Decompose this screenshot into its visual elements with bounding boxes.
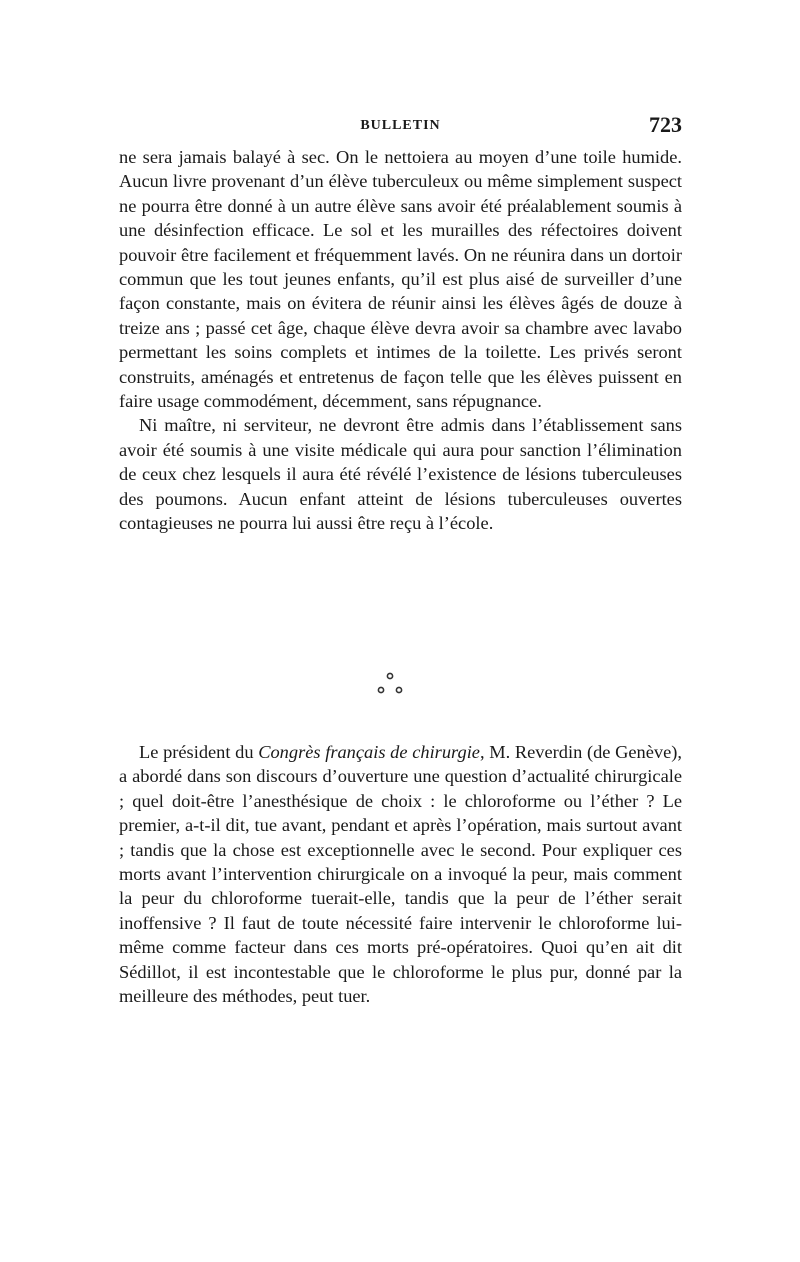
paragraph <box>119 740 682 1008</box>
paragraph-intro: Le président du <box>139 742 259 762</box>
congress-name: Congrès français de chirurgie <box>258 742 480 762</box>
body-text-section-1 <box>119 145 682 536</box>
body-text-section-2 <box>119 740 682 1008</box>
paragraph-continued: ne sera jamais balayé à sec. On le nettoiera au moyen d’une toile humide. Aucun livre provenant d’un élève tuberculeux ou même simplement suspect ne pourra être donné à un autre élève sans avoir été préalablement soumis à une désinfection efficace. Le sol et les murailles des réfectoires doivent pouvoir être facilement et fréquemment lavés. On ne réunira dans un dortoir commun que les tout jeunes enfants, qu’il est plus aisé de surveiller d’une façon constante, mais on évitera de réunir ainsi les élèves âgés de douze à treize ans ; passé cet âge, chaque élève devra avoir sa chambre avec lavabo permettant les soins complets et intimes de la toilette. Les privés seront construits, aménagés et entretenus de façon telle que les élèves puissent en faire usage commodément, décemment, sans répugnance. <box>119 147 682 412</box>
running-head <box>119 112 682 142</box>
page-number: 723 <box>649 112 682 137</box>
paragraph-body: , M. Reverdin (de Genève), a abordé dans son discours d’ouverture une question d’actualité chirurgicale ; quel doit-être l’anesthésique de choix : le chloroforme ou l’éther ? Le premier, a-t-il dit, tue avant, pendant et après l’opération, mais surtout avant ; tandis que la chose est exceptionnelle avec le second. Pour expliquer ces morts avant l’intervention chirurgicale on a invoqué la peur, mais comment la peur du chloroforme tuerait-elle, tandis que la peur de l’éther serait inoffensive ? Il faut de toute nécessité faire intervenir le chloroforme lui-même comme facteur dans ces morts pré-opératoires. Quoi qu’en ait dit Sédillot, il est incontestable que le chloroforme le plus pur, donné par la meilleure des méthodes, peut tuer. <box>119 742 682 1007</box>
asterism-icon <box>372 668 408 702</box>
running-title: BULLETIN <box>360 118 441 133</box>
paragraph: Ni maître, ni serviteur, ne devront être admis dans l’établissement sans avoir été soumis à une visite médicale qui aura pour sanction l’élimination de ceux chez lesquels il aura été révélé l’existence de lésions tuberculeuses des poumons. Aucun enfant atteint de lésions tuberculeuses ouvertes contagieuses ne pourra lui aussi être reçu à l’école. <box>119 415 682 534</box>
